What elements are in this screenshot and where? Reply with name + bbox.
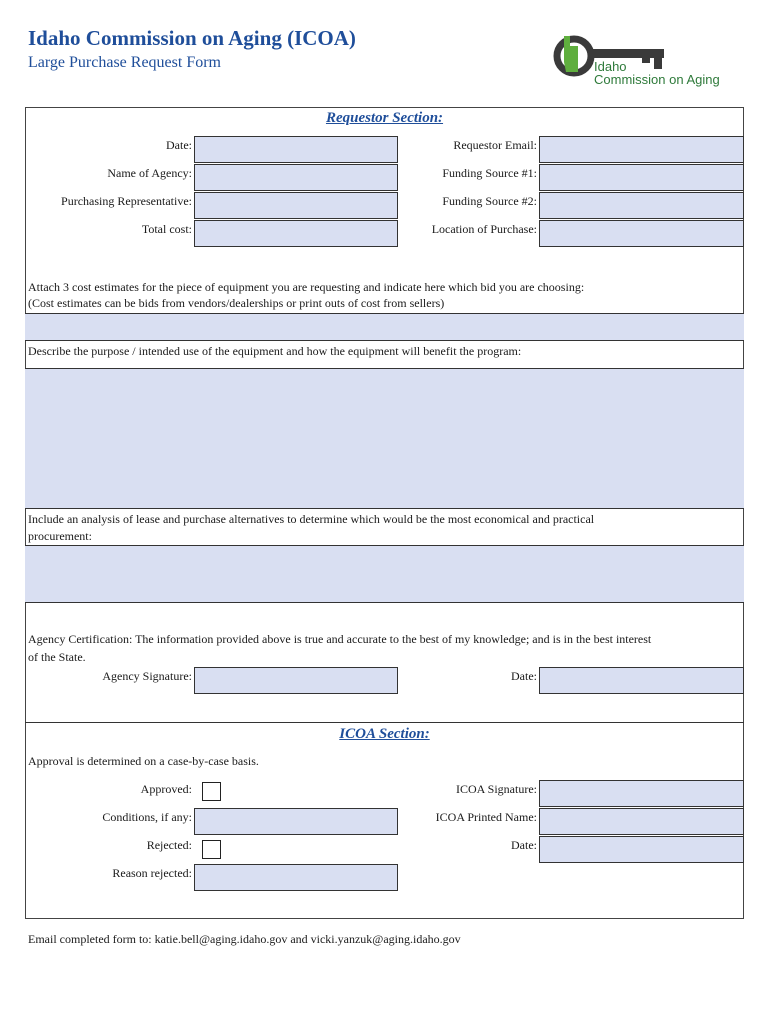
approval-note: Approval is determined on a case-by-case basis.	[28, 754, 259, 768]
reason-rejected-label: Reason rejected:	[112, 866, 192, 880]
icoa-signature-label: ICOA Signature:	[456, 782, 537, 796]
cost-estimates-instruction: Attach 3 cost estimates for the piece of equipment you are requesting and indicate here which bid you are choosing:	[28, 280, 585, 294]
approved-label: Approved:	[140, 782, 192, 796]
funding-source-2-field[interactable]	[539, 192, 744, 219]
location-of-purchase-label: Location of Purchase:	[431, 222, 537, 236]
purchasing-rep-label: Purchasing Representative:	[61, 194, 192, 208]
requestor-section-title: Requestor Section:	[325, 110, 444, 126]
lease-analysis-prompt-line1: Include an analysis of lease and purchase alternatives to determine which would be the most economical and practical	[28, 512, 595, 526]
date-field[interactable]	[194, 136, 398, 163]
date-label: Date:	[166, 138, 192, 152]
chosen-bid-field[interactable]	[25, 313, 744, 341]
lease-analysis-prompt-line2: procurement:	[28, 529, 92, 543]
conditions-label: Conditions, if any:	[102, 810, 192, 824]
icoa-logo	[544, 28, 744, 90]
footer-email-instruction: Email completed form to: katie.bell@aging.idaho.gov and vicki.yanzuk@aging.idaho.gov	[28, 932, 461, 946]
approved-checkbox[interactable]	[202, 782, 221, 801]
funding-source-2-label: Funding Source #2:	[442, 194, 537, 208]
agency-signature-field[interactable]	[194, 667, 398, 694]
section-divider	[25, 722, 744, 723]
rejected-label: Rejected:	[146, 838, 192, 852]
icoa-date-field[interactable]	[539, 836, 744, 863]
cost-estimates-note: (Cost estimates can be bids from vendors/dealerships or print outs of cost from sellers)	[28, 296, 445, 310]
agency-name-label: Name of Agency:	[107, 166, 192, 180]
purchasing-rep-field[interactable]	[194, 192, 398, 219]
form-subtitle: Large Purchase Request Form	[28, 54, 221, 71]
icoa-signature-field[interactable]	[539, 780, 744, 807]
agency-signature-label: Agency Signature:	[102, 669, 192, 683]
icoa-printed-name-label: ICOA Printed Name:	[435, 810, 537, 824]
funding-source-1-label: Funding Source #1:	[442, 166, 537, 180]
conditions-field[interactable]	[194, 808, 398, 835]
total-cost-label: Total cost:	[141, 222, 192, 236]
certification-date-field[interactable]	[539, 667, 744, 694]
logo-text-line1: Idaho	[594, 59, 627, 74]
purpose-field[interactable]	[25, 368, 744, 509]
requestor-email-field[interactable]	[539, 136, 744, 163]
form-title: Idaho Commission on Aging (ICOA)	[28, 26, 356, 50]
agency-certification-text: Agency Certification: The information provided above is true and accurate to the best of my knowledge; and is in the best interest	[28, 632, 652, 646]
total-cost-field[interactable]	[194, 220, 398, 247]
icoa-printed-name-field[interactable]	[539, 808, 744, 835]
lease-analysis-field[interactable]	[25, 545, 744, 603]
rejected-checkbox[interactable]	[202, 840, 221, 859]
icoa-date-label: Date:	[511, 838, 537, 852]
agency-name-field[interactable]	[194, 164, 398, 191]
funding-source-1-field[interactable]	[539, 164, 744, 191]
location-of-purchase-field[interactable]	[539, 220, 744, 247]
logo-text-line2: Commission on Aging	[594, 72, 720, 87]
icoa-section-title: ICOA Section:	[339, 726, 430, 742]
certification-date-label: Date:	[511, 669, 537, 683]
agency-certification-text-cont: of the State.	[28, 650, 86, 664]
purpose-prompt: Describe the purpose / intended use of the equipment and how the equipment will benefit the program:	[28, 344, 522, 358]
reason-rejected-field[interactable]	[194, 864, 398, 891]
requestor-email-label: Requestor Email:	[453, 138, 537, 152]
